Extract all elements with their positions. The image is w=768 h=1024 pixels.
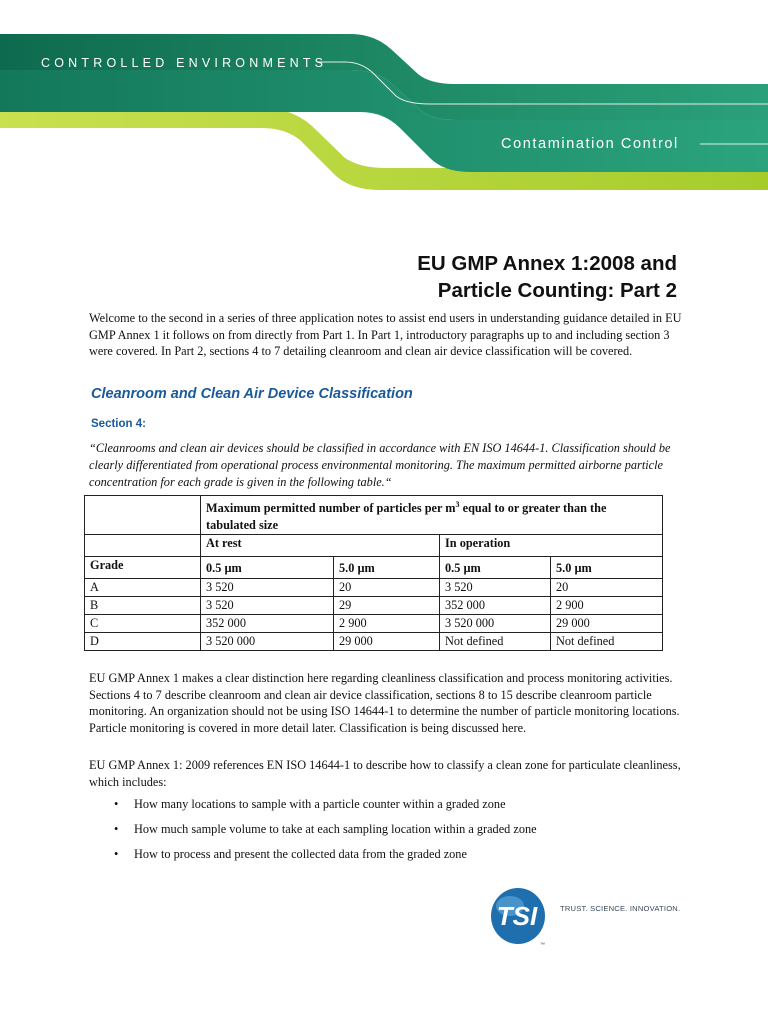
section-quote: “Cleanrooms and clean air devices should be classified in accordance with EN ISO 14644-1. Classification should be clearly differentiated from operational process environmental monitoring. The maximum permitted airborne particle concentration for each grade is given in the following table.“ (89, 441, 671, 489)
bullet-icon: • (114, 847, 119, 861)
list-item-text: How many locations to sample with a particle counter within a graded zone (134, 797, 506, 811)
title-line-1: EU GMP Annex 1:2008 and (417, 252, 677, 275)
list-item-text: How to process and present the collected data from the graded zone (134, 847, 467, 861)
paragraph-distinction: EU GMP Annex 1 makes a clear distinction here regarding cleanliness classification and process monitoring activities. Sections 4 to 7 describe cleanroom and clean air device classification, sections 8 to 15 describe cleanroom particle monitoring. An organization should not be using ISO 14644-1 to determine the number of particle monitoring locations. Particle monitoring is covered in more detail later. Classification is being discussed here. (89, 671, 680, 735)
table-row (85, 557, 663, 579)
section-subheading: Section 4: (91, 418, 146, 430)
logo-tagline: TRUST. SCIENCE. INNOVATION. (560, 904, 681, 913)
table-header-at-rest: At rest (201, 535, 440, 557)
table-row (85, 633, 663, 651)
table-row (85, 535, 663, 557)
table-cell: 352 000 (201, 615, 334, 633)
logo-wordmark: TSI (496, 901, 538, 931)
table-cell: 29 (334, 597, 440, 615)
table-cell: A (85, 579, 201, 597)
table-cell-empty (85, 535, 201, 557)
table-cell: 3 520 000 (440, 615, 551, 633)
bullet-icon: • (114, 822, 119, 836)
table-cell: 20 (551, 579, 663, 597)
table-cell: 3 520 (201, 597, 334, 615)
table-cell-empty (85, 496, 201, 535)
table-cell: 2 900 (334, 615, 440, 633)
header-main-sup: 3 (455, 500, 460, 509)
list-item-text: How much sample volume to take at each sampling location within a graded zone (134, 822, 537, 836)
brand-text: CONTROLLED ENVIRONMENTS (41, 56, 328, 70)
table-cell: Not defined (551, 633, 663, 651)
table-cell: 20 (334, 579, 440, 597)
banner-graphic (0, 0, 768, 225)
table-cell: 3 520 (440, 579, 551, 597)
classification-list (91, 796, 537, 871)
table-row (85, 496, 663, 535)
table-cell: Not defined (440, 633, 551, 651)
table-header-size: 0.5 µm (440, 557, 551, 579)
table-cell: 2 900 (551, 597, 663, 615)
header-banner (0, 0, 768, 225)
logo-tm: ™ (540, 942, 545, 948)
table-row (85, 615, 663, 633)
table-cell: 352 000 (440, 597, 551, 615)
table-row (85, 597, 663, 615)
table-header-size: 5.0 µm (551, 557, 663, 579)
tsi-logo-mark (488, 880, 560, 950)
list-item (91, 796, 537, 821)
table-row (85, 579, 663, 597)
table-cell: 29 000 (334, 633, 440, 651)
table-cell: 3 520 (201, 579, 334, 597)
tsi-logo (488, 880, 688, 950)
table-cell: C (85, 615, 201, 633)
table-cell: D (85, 633, 201, 651)
table-header-size: 0.5 µm (201, 557, 334, 579)
header-main-text-2: equal to or greater than the tabulated size (206, 501, 607, 533)
section-heading: Cleanroom and Clean Air Device Classification (91, 386, 413, 402)
bullet-icon: • (114, 797, 119, 811)
table-header-main (201, 496, 663, 535)
header-main-text: Maximum permitted number of particles per m (206, 501, 456, 516)
table-cell: 3 520 000 (201, 633, 334, 651)
intro-paragraph: Welcome to the second in a series of three application notes to assist end users in understanding guidance detailed in EU GMP Annex 1 it follows on from directly from Part 1. In Part 1, introductory paragraphs up to and including section 3 were covered. In Part 2, sections 4 to 7 detailing cleanroom and clean air device classification will be covered. (89, 311, 682, 359)
title-line-2: Particle Counting: Part 2 (437, 279, 677, 302)
list-item (91, 846, 537, 871)
table-cell: 29 000 (551, 615, 663, 633)
table-header-size: 5.0 µm (334, 557, 440, 579)
table-cell: B (85, 597, 201, 615)
paragraph-iso-reference: EU GMP Annex 1: 2009 references EN ISO 14644-1 to describe how to classify a clean zone for particulate cleanliness, which includes: (89, 758, 681, 789)
list-item (91, 821, 537, 846)
particle-limits-table (84, 495, 663, 651)
document-title (417, 250, 677, 304)
table-header-grade: Grade (85, 557, 201, 579)
tagline-text: Contamination Control (501, 136, 679, 152)
table-header-in-operation: In operation (440, 535, 663, 557)
